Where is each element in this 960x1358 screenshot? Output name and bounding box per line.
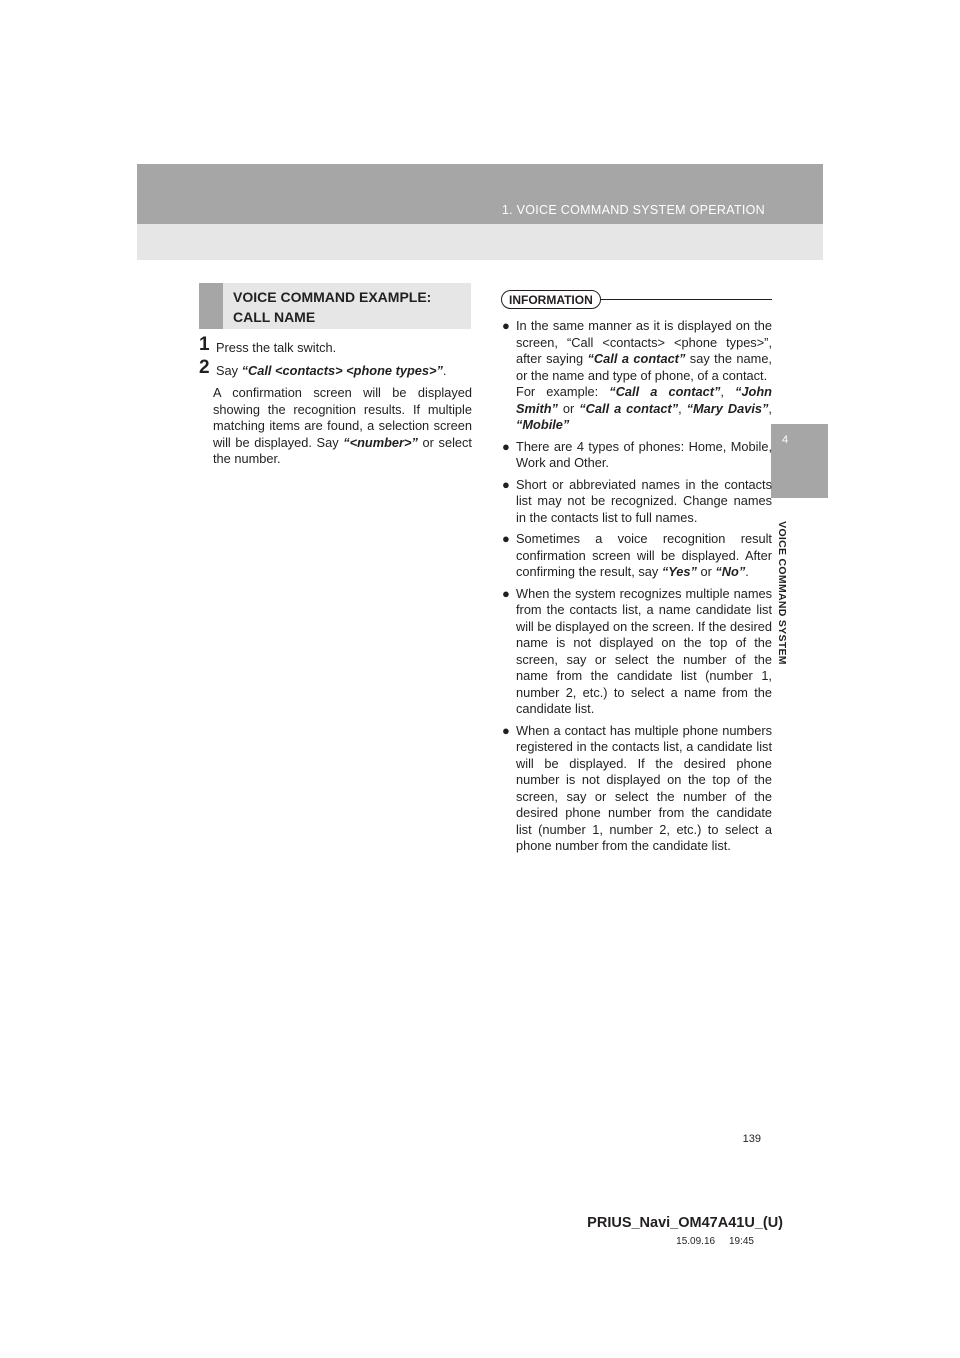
information-label: INFORMATION xyxy=(501,290,601,309)
page-number: 139 xyxy=(742,1133,761,1145)
section-heading: VOICE COMMAND EXAMPLE: CALL NAME xyxy=(233,289,432,325)
bullet-icon: ● xyxy=(502,438,510,454)
info-item: ● Short or abbreviated names in the contacts list may not be recognized. Change names in the contacts list to full names. xyxy=(502,476,772,525)
bullet-icon: ● xyxy=(502,722,510,738)
information-column xyxy=(502,318,772,860)
step-number: 2 xyxy=(199,356,210,378)
section-heading-accent xyxy=(199,283,223,329)
bullet-icon: ● xyxy=(502,531,510,546)
chapter-side-title xyxy=(772,508,792,678)
step-1 xyxy=(199,334,472,357)
info-item: ● There are 4 types of phones: Home, Mobile, Work and Other. xyxy=(502,438,772,470)
step-2: 2 Say “Call <contacts> <phone types>”. xyxy=(199,356,447,378)
list-item: A confirmation screen will be displayed showing the recognition results. If multiple matching items are found, a selection screen will be displayed. Say “<number>” or select the number. xyxy=(213,385,472,466)
information-divider xyxy=(600,299,772,300)
voice-command: “<number>” xyxy=(343,434,418,450)
info-item: ● Sometimes a voice recognition result confirmation screen will be displayed. After confirming the result, say “Yes” or “No”. xyxy=(502,531,772,579)
chapter-tab xyxy=(771,424,828,498)
left-column xyxy=(199,334,472,468)
info-item: ● When a contact has multiple phone numbers registered in the contacts list, a candidate list will be displayed. If the desired phone number is not displayed on the top of the screen, say or select the number of the desired phone number from the candidate list (number 1, number 2, etc.) to select a phone number from the candidate list. xyxy=(502,722,772,853)
step-number: 1 xyxy=(199,334,210,355)
document-id: PRIUS_Navi_OM47A41U_(U) xyxy=(587,1215,783,1231)
header-subband xyxy=(137,224,823,260)
chapter-number: 4 xyxy=(782,434,789,446)
voice-command: “Call <contacts> <phone types>” xyxy=(241,362,443,378)
bullet-icon: ● xyxy=(502,318,510,333)
info-item: ● When the system recognizes multiple names from the contacts list, a name candidate list will be displayed on the screen. If the desired name is not displayed on the top of the screen, say or select the number of the name from the candidate list (number 1, number 2, etc.) to select a name from the candidate list. xyxy=(502,585,772,716)
chapter-title-text: VOICE COMMAND SYSTEM xyxy=(776,521,788,665)
document-timestamp: 15.09.16 19:45 xyxy=(676,1236,754,1247)
info-item: ● In the same manner as it is displayed on the screen, “Call <contacts> <phone types>”, after saying “Call a contact” say the name, or the name and type of phone, of a contact. For example: “Call a contact”, “John Smith” or “Call a contact”, “Mary Davis”, “Mobile” xyxy=(502,318,772,432)
bullet-icon: ● xyxy=(502,476,510,492)
section-title: 1. VOICE COMMAND SYSTEM OPERATION xyxy=(501,203,765,217)
step-text: Press the talk switch. xyxy=(216,340,337,355)
bullet-icon: ● xyxy=(502,585,510,601)
